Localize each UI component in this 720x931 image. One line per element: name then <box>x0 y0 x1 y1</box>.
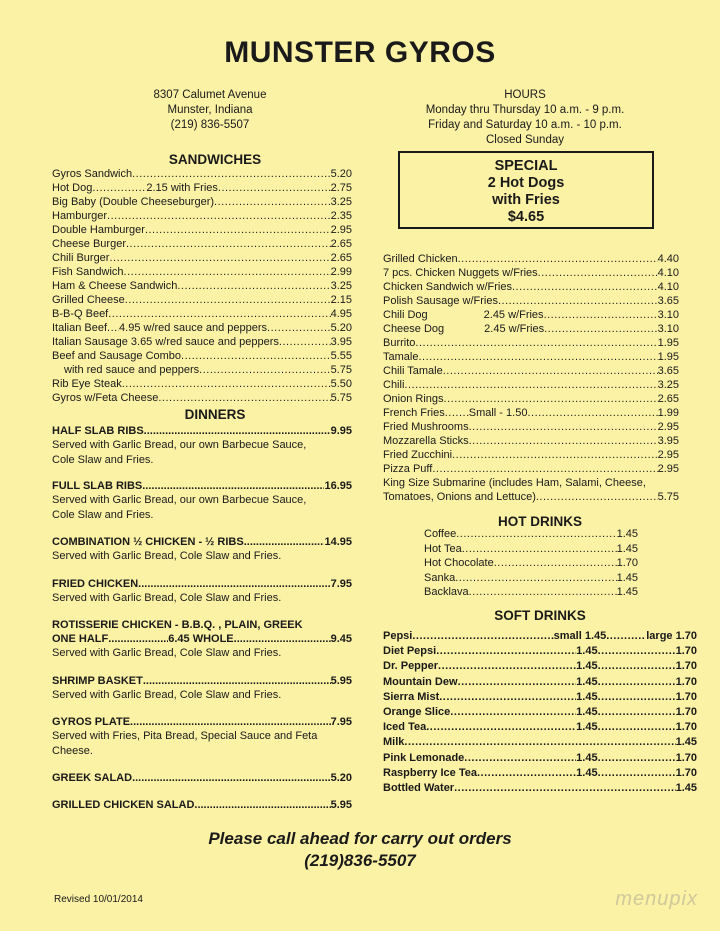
soft-drink-item <box>383 705 697 720</box>
side-item <box>383 350 679 364</box>
soft-drink-item <box>383 629 697 644</box>
item-price: 1.99 <box>657 407 679 419</box>
restaurant-title: MUNSTER GYROS <box>224 36 496 69</box>
leader-dots <box>438 659 576 674</box>
item-price: 5.20 <box>330 322 352 334</box>
item-price: 2.35 <box>330 210 352 222</box>
item-price-large: 1.70 <box>675 675 697 688</box>
item-name: Big Baby (Double Cheeseburger) <box>52 196 215 208</box>
item-option: 2.45 w/Fries <box>483 309 544 321</box>
item-price: 1.95 <box>657 337 679 349</box>
sandwich-item <box>52 391 352 405</box>
item-name: Fried Zucchini <box>383 449 453 461</box>
leader-dots <box>107 209 331 223</box>
soft-drinks-heading: SOFT DRINKS <box>494 608 586 623</box>
soft-drink-item <box>383 690 697 705</box>
side-item <box>383 448 679 462</box>
item-name: Pepsi <box>383 630 413 642</box>
special-line: 2 Hot Dogs <box>487 175 565 191</box>
item-name: Grilled Cheese <box>52 294 125 306</box>
leader-dots <box>598 675 676 690</box>
soft-drink-item <box>383 659 697 674</box>
leader-dots <box>124 265 331 279</box>
revised-date: Revised 10/01/2014 <box>54 894 143 905</box>
item-price: 1.95 <box>657 351 679 363</box>
side-item <box>383 378 679 392</box>
item-name: Ham & Cheese Sandwich <box>52 280 178 292</box>
item-price: 2.95 <box>657 463 679 475</box>
dinner-desc: Served with Garlic Bread, Cole Slaw and Fries. <box>52 592 282 604</box>
dinner-name: HALF SLAB RIBS <box>52 425 144 437</box>
leader-dots <box>544 322 658 336</box>
item-name: Cheese Dog <box>383 323 445 335</box>
carryout-phone: (219)836-5507 <box>304 851 416 870</box>
item-price: 1.45 <box>616 528 638 540</box>
item-name: Italian Beef <box>52 322 108 334</box>
item-price: 4.95 <box>330 308 352 320</box>
item-name: Rib Eye Steak <box>52 378 122 390</box>
item-price: 2.99 <box>330 266 352 278</box>
leader-dots <box>107 321 119 335</box>
item-price-small: 1.45 <box>576 751 598 764</box>
dinners-heading: DINNERS <box>184 407 246 422</box>
hours-line: Friday and Saturday 10 a.m. - 10 p.m. <box>428 119 622 131</box>
side-item <box>383 308 679 322</box>
address-street: 8307 Calumet Avenue <box>153 89 267 101</box>
leader-dots <box>454 781 675 796</box>
sandwich-item <box>52 307 352 321</box>
item-price-small: 1.45 <box>576 645 598 658</box>
menupix-watermark: menupix <box>615 888 698 910</box>
special-title: SPECIAL <box>494 158 558 174</box>
hours-line: Monday thru Thursday 10 a.m. - 9 p.m. <box>425 104 625 116</box>
dinner-price: 16.95 <box>324 480 352 492</box>
item-price: 3.10 <box>657 309 679 321</box>
sandwich-item <box>52 195 352 209</box>
item-price: 1.45 <box>616 542 638 555</box>
submarine-desc: King Size Submarine (includes Ham, Salami, Cheese, <box>383 477 646 489</box>
item-name: Bottled Water <box>383 781 455 794</box>
item-price: 2.95 <box>657 421 679 433</box>
leader-dots <box>199 363 330 377</box>
dinner-full-slab <box>52 479 352 523</box>
leader-dots <box>439 690 576 705</box>
leader-dots <box>450 705 576 720</box>
item-name: Burrito <box>383 337 416 349</box>
item-name: Cheese Burger <box>52 238 126 250</box>
side-item <box>383 420 679 434</box>
item-price: 5.75 <box>330 364 352 376</box>
item-name: 7 pcs. Chicken Nuggets w/Fries <box>383 267 538 279</box>
side-item <box>383 336 679 350</box>
hours-block <box>400 88 650 148</box>
leader-dots <box>132 167 330 181</box>
dinner-desc: Served with Garlic Bread, Cole Slaw and Fries. <box>52 550 282 562</box>
item-price: 4.10 <box>657 267 679 279</box>
dinner-desc: Cole Slaw and Fries. <box>52 509 154 521</box>
item-name: Pink Lemonade <box>383 751 465 764</box>
leader-dots <box>538 266 658 280</box>
dinner-option-mid: 6.45 WHOLE <box>168 633 234 645</box>
leader-dots <box>469 420 658 434</box>
dinner-name: ROTISSERIE CHICKEN - B.B.Q. , PLAIN, GREEK <box>52 619 303 631</box>
side-item <box>383 294 679 308</box>
leader-dots <box>122 377 331 391</box>
leader-dots <box>512 280 658 294</box>
leader-dots <box>267 321 331 335</box>
dinner-name: GYROS PLATE <box>52 716 131 728</box>
side-item <box>383 252 679 266</box>
item-name: B-B-Q Beef <box>52 308 109 320</box>
dinner-half-slab <box>52 424 352 468</box>
item-price-small: small 1.45 <box>553 630 607 642</box>
item-name: Raspberry Ice Tea <box>383 766 477 779</box>
leader-dots <box>464 751 576 766</box>
hot-drink-item <box>424 585 638 600</box>
address-city: Munster, Indiana <box>167 104 253 116</box>
side-item <box>383 322 679 336</box>
leader-dots <box>158 391 330 405</box>
dinner-greek-salad <box>52 771 352 785</box>
dinner-name: GRILLED CHICKEN SALAD <box>52 799 195 811</box>
side-item <box>383 280 679 294</box>
side-item <box>383 364 679 378</box>
hot-drink-item <box>424 527 638 542</box>
leader-dots <box>598 751 676 766</box>
item-option: 2.45 w/Fries <box>484 323 545 335</box>
hot-drinks-heading: HOT DRINKS <box>498 514 582 529</box>
leader-dots <box>598 690 676 705</box>
dinner-price: 5.95 <box>330 799 352 811</box>
leader-dots <box>109 251 330 265</box>
dinner-price: 7.95 <box>330 578 352 590</box>
item-price: 2.75 <box>330 182 352 194</box>
dinner-desc: Cole Slaw and Fries. <box>52 454 154 466</box>
leader-dots <box>544 308 658 322</box>
leader-dots <box>426 720 576 735</box>
item-name: Polish Sausage w/Fries <box>383 295 498 307</box>
item-name: Gyros Sandwich <box>52 168 133 180</box>
leader-dots <box>477 766 576 781</box>
dinner-price: 9.45 <box>330 633 352 645</box>
leader-dots <box>432 462 657 476</box>
sandwich-item <box>52 209 352 223</box>
leader-dots <box>469 434 658 448</box>
submarine-price: 5.75 <box>657 491 679 503</box>
item-price: 2.15 <box>330 294 352 306</box>
leader-dots <box>498 294 658 308</box>
address-phone: (219) 836-5507 <box>170 119 250 131</box>
leader-dots <box>415 336 657 350</box>
item-name: Orange Slice <box>383 705 451 718</box>
item-name: Mozzarella Sticks <box>383 435 469 447</box>
soft-drink-item <box>383 720 697 735</box>
item-name: Chicken Sandwich w/Fries <box>383 281 512 293</box>
item-name: Fish Sandwich <box>52 266 124 278</box>
dinner-price: 9.95 <box>330 425 352 437</box>
leader-dots <box>404 378 657 392</box>
item-price: 1.70 <box>616 557 638 569</box>
sandwich-item <box>52 335 352 349</box>
hot-drink-item <box>424 556 638 571</box>
leader-dots <box>214 195 331 209</box>
item-name: Sanka <box>424 571 456 584</box>
item-price: 3.65 <box>657 295 679 307</box>
item-name: Coffee <box>424 528 457 540</box>
item-name: Onion Rings <box>383 393 444 405</box>
soft-drink-item <box>383 735 697 750</box>
dinner-name: COMBINATION ½ CHICKEN - ½ RIBS <box>52 536 244 548</box>
leader-dots <box>462 542 617 557</box>
carryout-notice <box>0 828 720 872</box>
special-price: $4.65 <box>507 209 545 225</box>
carryout-line: Please call ahead for carry out orders <box>208 829 512 848</box>
item-option: 4.95 w/red sauce and peppers <box>119 322 268 334</box>
item-price-small: 1.45 <box>576 675 598 688</box>
soft-drink-item <box>383 766 697 781</box>
sandwich-item <box>52 363 352 377</box>
leader-dots <box>527 406 657 420</box>
soft-drink-item <box>383 781 697 796</box>
item-name: Italian Sausage 3.65 w/red sauce and peppers <box>52 336 279 348</box>
sandwiches-list <box>52 167 352 405</box>
item-price: 4.10 <box>657 281 679 293</box>
item-price-large: 1.70 <box>675 660 697 673</box>
dinner-fried-chicken <box>52 577 352 606</box>
dinner-grilled-chicken-salad <box>52 798 352 812</box>
dinner-option-name: ONE HALF <box>52 633 109 645</box>
item-price: 2.95 <box>330 224 352 236</box>
item-price-large: 1.70 <box>675 766 697 779</box>
item-name: Chili Burger <box>52 252 110 264</box>
item-price: 3.95 <box>657 435 679 447</box>
leader-dots <box>458 675 577 690</box>
hours-title: HOURS <box>504 89 546 101</box>
side-item <box>383 434 679 448</box>
soft-drink-item <box>383 644 697 659</box>
item-name: Dr. Pepper <box>383 660 439 673</box>
sandwich-item <box>52 265 352 279</box>
hours-line: Closed Sunday <box>486 134 564 146</box>
sandwich-item <box>52 251 352 265</box>
side-item <box>383 392 679 406</box>
dinner-shrimp-basket <box>52 674 352 703</box>
item-name: Fried Mushrooms <box>383 421 469 433</box>
item-name: Backlava <box>424 586 469 598</box>
item-price: 1.45 <box>675 781 697 794</box>
item-price: 5.55 <box>330 350 352 362</box>
item-option: 2.15 with Fries <box>146 182 218 194</box>
dinner-price: 5.95 <box>330 675 352 687</box>
item-price: 2.65 <box>330 252 352 264</box>
submarine-item <box>383 476 679 504</box>
leader-dots <box>177 279 330 293</box>
dinner-name: SHRIMP BASKET <box>52 675 143 687</box>
leader-dots <box>145 223 331 237</box>
dinner-gyros-plate <box>52 715 352 759</box>
leader-dots <box>443 364 658 378</box>
item-price-small: 1.45 <box>576 660 598 673</box>
item-price-large: 1.70 <box>675 721 697 734</box>
dinner-desc: Served with Garlic Bread, our own Barbecue Sauce, <box>52 439 307 451</box>
item-name: Beef and Sausage Combo <box>52 350 182 362</box>
item-name: Mountain Dew <box>383 675 458 688</box>
dinner-name: GREEK SALAD <box>52 772 133 784</box>
dinner-name: FRIED CHICKEN <box>52 578 139 590</box>
leader-dots <box>598 659 676 674</box>
leader-dots <box>598 766 676 781</box>
sandwiches-heading: SANDWICHES <box>168 152 262 167</box>
spacer <box>445 406 469 420</box>
leader-dots <box>456 527 616 542</box>
leader-dots <box>404 735 675 750</box>
dinner-desc: Cheese. <box>52 745 93 757</box>
item-price: 3.10 <box>657 323 679 335</box>
item-price: 2.65 <box>657 393 679 405</box>
leader-dots <box>181 349 331 363</box>
leader-dots <box>598 644 676 659</box>
sandwich-item <box>52 279 352 293</box>
dinner-name: FULL SLAB RIBS <box>52 480 143 492</box>
leader-dots <box>452 448 658 462</box>
item-price-small: 1.45 <box>576 721 598 734</box>
leader-dots <box>218 181 331 195</box>
leader-dots <box>436 644 576 659</box>
item-name: Chili Dog <box>383 309 428 321</box>
item-name: French Fries <box>383 407 445 419</box>
dinner-price: 7.95 <box>330 716 352 728</box>
item-price: 3.95 <box>330 336 352 348</box>
item-price-small: 1.45 <box>576 690 598 703</box>
sandwich-item <box>52 167 352 181</box>
item-price: 3.65 <box>657 365 679 377</box>
item-name: Milk <box>383 736 405 749</box>
sandwich-item <box>52 377 352 391</box>
item-price: 1.45 <box>616 571 638 584</box>
soft-drink-item <box>383 675 697 690</box>
item-name: Grilled Chicken <box>383 253 458 265</box>
item-price: 5.75 <box>330 392 352 404</box>
leader-dots <box>125 293 331 307</box>
soft-drink-item <box>383 751 697 766</box>
item-price: 3.25 <box>330 196 352 208</box>
item-price: 2.65 <box>330 238 352 250</box>
leader-dots <box>469 585 617 600</box>
leader-dots <box>418 350 657 364</box>
item-name: Hot Tea <box>424 542 462 555</box>
item-name: Double Hamburger <box>52 224 145 236</box>
item-name: Sierra Mist <box>383 690 440 703</box>
leader-dots <box>444 392 658 406</box>
dinner-desc: Served with Garlic Bread, Cole Slaw and Fries. <box>52 647 282 659</box>
leader-dots <box>606 629 646 644</box>
item-name: Chili Tamale <box>383 365 443 377</box>
leader-dots <box>279 335 331 349</box>
sandwich-item <box>52 293 352 307</box>
leader-dots <box>455 571 616 586</box>
item-name: with red sauce and peppers <box>64 364 200 376</box>
leader-dots <box>458 252 658 266</box>
item-price-large: 1.70 <box>675 705 697 718</box>
dinner-desc: Served with Garlic Bread, our own Barbecue Sauce, <box>52 494 307 506</box>
spacer <box>444 322 484 336</box>
submarine-desc: Tomatoes, Onions and Lettuce) <box>383 491 536 503</box>
item-price: 1.45 <box>675 736 697 749</box>
dinner-combination <box>52 535 352 564</box>
leader-dots <box>92 181 146 195</box>
hot-drink-item <box>424 542 638 557</box>
item-name: Gyros w/Feta Cheese <box>52 392 159 404</box>
leader-dots <box>108 307 330 321</box>
item-option: Small - 1.50 <box>468 407 528 419</box>
sandwich-item <box>52 237 352 251</box>
item-name: Hamburger <box>52 210 108 222</box>
soft-drinks-list <box>383 629 697 796</box>
sandwich-item <box>52 349 352 363</box>
dinner-price: 14.95 <box>324 536 352 548</box>
special-line: with Fries <box>492 192 560 208</box>
item-name: Hot Chocolate <box>424 557 494 569</box>
sandwich-item <box>52 181 352 195</box>
side-item <box>383 266 679 280</box>
dinner-desc: Served with Fries, Pita Bread, Special Sauce and Feta <box>52 730 318 742</box>
sandwich-item <box>52 223 352 237</box>
item-price-large: large 1.70 <box>646 630 697 642</box>
spacer <box>428 308 484 322</box>
dinner-rotisserie <box>52 618 352 661</box>
address-block <box>110 88 310 133</box>
item-price-large: 1.70 <box>675 690 697 703</box>
item-price: 2.95 <box>657 449 679 461</box>
item-price: 3.25 <box>330 280 352 292</box>
item-price-small: 1.45 <box>576 766 598 779</box>
leader-dots <box>126 237 331 251</box>
hot-drink-item <box>424 571 638 586</box>
sandwich-item <box>52 321 352 335</box>
sides-list <box>383 252 679 476</box>
dinner-desc: Served with Garlic Bread, Cole Slaw and Fries. <box>52 689 282 701</box>
item-name: Chili <box>383 379 405 391</box>
item-name: Diet Pepsi <box>383 645 437 658</box>
leader-dots <box>598 705 676 720</box>
item-name: Tamale <box>383 351 419 363</box>
item-price-large: 1.70 <box>675 645 697 658</box>
item-price: 5.20 <box>330 168 352 180</box>
item-price: 1.45 <box>616 586 638 598</box>
item-price-small: 1.45 <box>576 705 598 718</box>
leader-dots <box>412 629 553 644</box>
item-name: Pizza Puff <box>383 463 433 475</box>
side-item <box>383 406 679 420</box>
item-price: 4.40 <box>657 253 679 265</box>
leader-dots <box>598 720 676 735</box>
item-price: 3.25 <box>657 379 679 391</box>
hot-drinks-list <box>424 527 638 600</box>
dinner-price: 5.20 <box>330 772 352 784</box>
item-price: 5.50 <box>330 378 352 390</box>
item-price-large: 1.70 <box>675 751 697 764</box>
leader-dots <box>494 556 617 571</box>
item-name: Iced Tea <box>383 721 427 734</box>
side-item <box>383 462 679 476</box>
special-box <box>398 151 654 229</box>
item-name: Hot Dog <box>52 182 93 194</box>
